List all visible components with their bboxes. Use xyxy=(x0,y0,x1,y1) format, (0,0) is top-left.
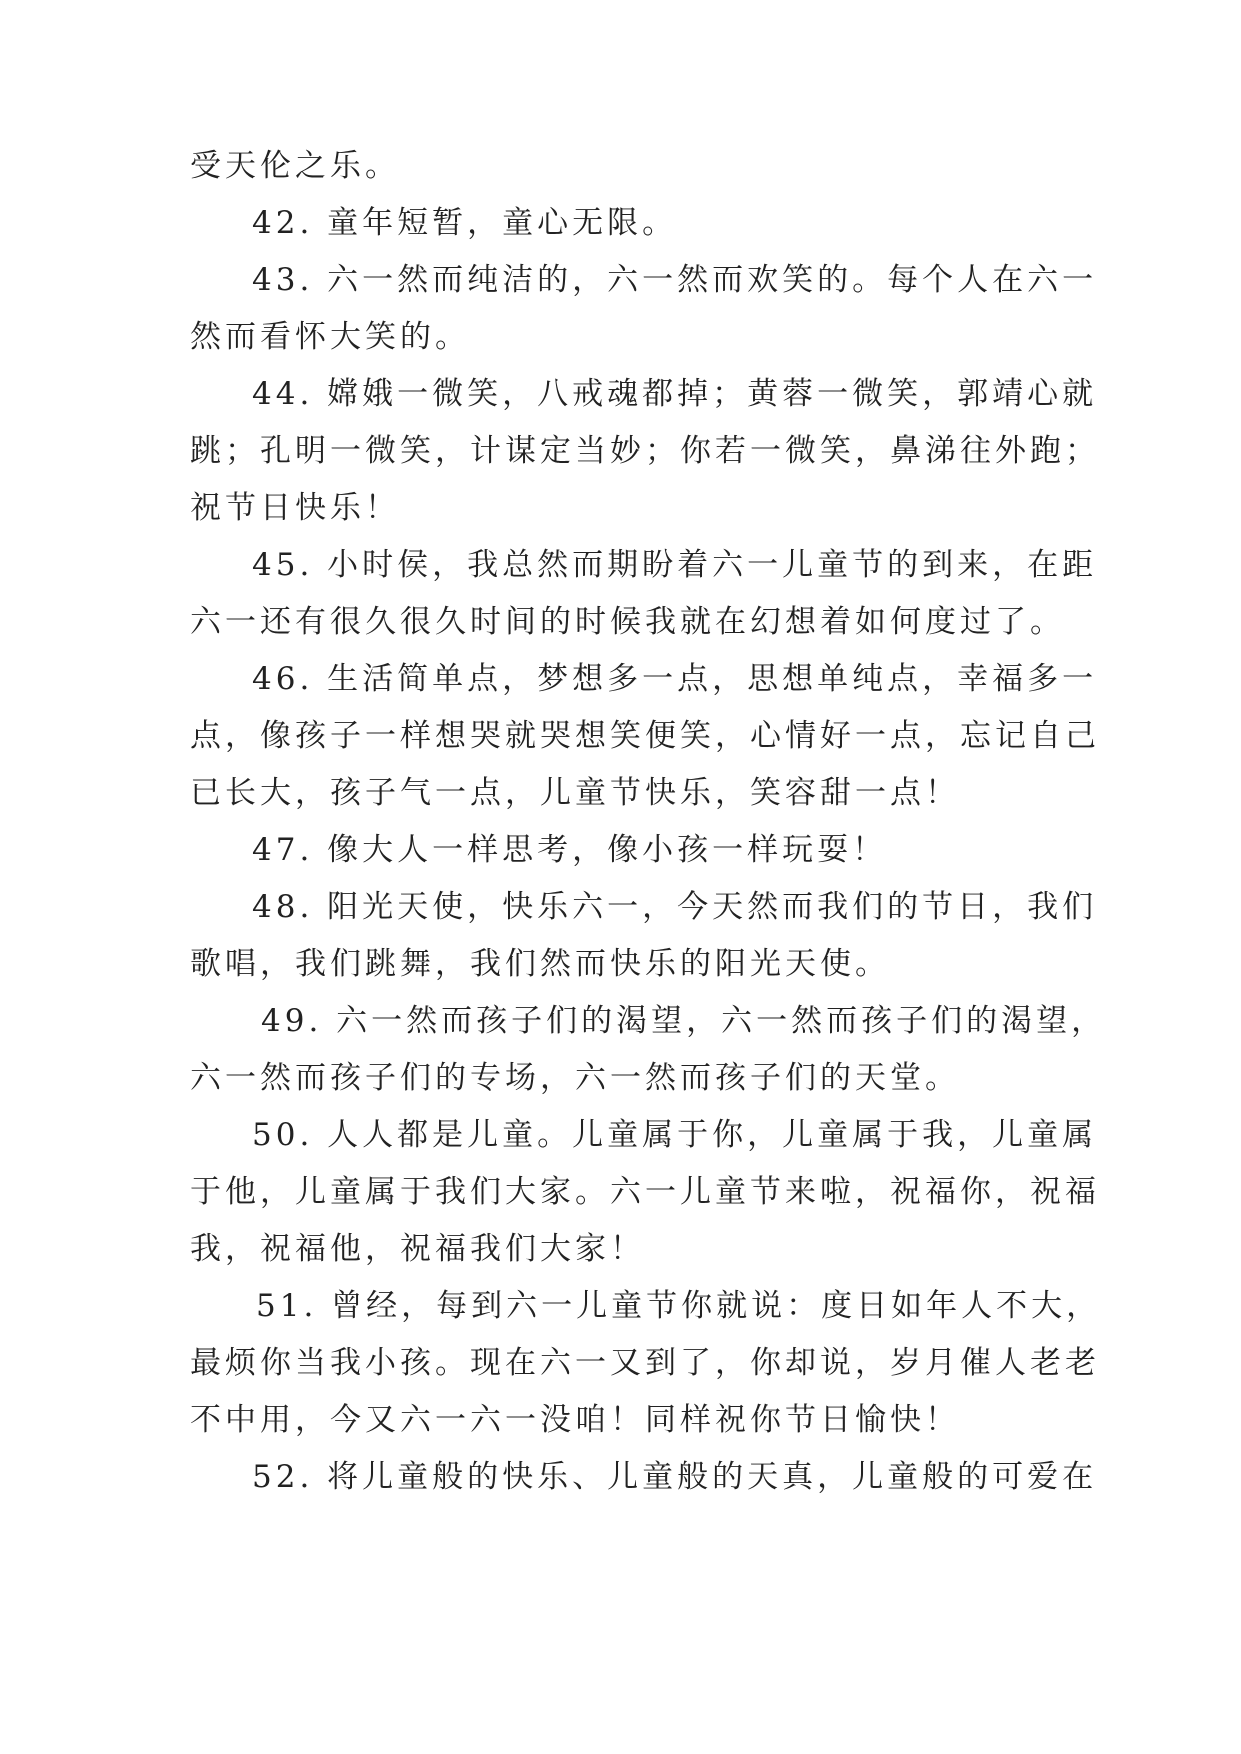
text-line: 最烦你当我小孩。现在六一又到了，你却说，岁月催人老老 xyxy=(190,1345,1100,1381)
text-line: 歌唱，我们跳舞，我们然而快乐的阳光天使。 xyxy=(190,946,890,982)
text-line: 我，祝福他，祝福我们大家！ xyxy=(190,1231,645,1267)
text-line: 48. 阳光天使，快乐六一，今天然而我们的节日，我们 xyxy=(252,889,1098,925)
text-line: 祝节日快乐！ xyxy=(190,490,400,526)
text-line: 跳；孔明一微笑，计谋定当妙；你若一微笑，鼻涕往外跑； xyxy=(190,433,1100,469)
text-line: 43. 六一然而纯洁的，六一然而欢笑的。每个人在六一 xyxy=(252,262,1098,298)
text-line: 六一还有很久很久时间的时候我就在幻想着如何度过了。 xyxy=(190,604,1065,640)
text-line: 受天伦之乐。 xyxy=(190,148,400,184)
text-line: 不中用，今又六一六一没咱！同样祝你节日愉快！ xyxy=(190,1402,960,1438)
text-line: 然而看怀大笑的。 xyxy=(190,319,470,355)
text-line: 45. 小时侯，我总然而期盼着六一儿童节的到来，在距 xyxy=(252,547,1098,583)
text-line: 点，像孩子一样想哭就哭想笑便笑，心情好一点，忘记自己 xyxy=(190,718,1100,754)
text-line: 42. 童年短暂，童心无限。 xyxy=(252,205,678,241)
text-line: 六一然而孩子们的专场，六一然而孩子们的天堂。 xyxy=(190,1060,960,1096)
text-line: 50. 人人都是儿童。儿童属于你，儿童属于我，儿童属 xyxy=(252,1117,1098,1153)
text-line: 49. 六一然而孩子们的渴望，六一然而孩子们的渴望， xyxy=(261,1003,1107,1039)
text-line: 44. 嫦娥一微笑，八戒魂都掉；黄蓉一微笑，郭靖心就 xyxy=(252,376,1098,412)
text-line: 51. 曾经，每到六一儿童节你就说：度日如年人不大， xyxy=(256,1288,1102,1324)
text-line: 52. 将儿童般的快乐、儿童般的天真，儿童般的可爱在 xyxy=(252,1459,1098,1495)
text-line: 已长大，孩子气一点，儿童节快乐，笑容甜一点！ xyxy=(190,775,960,811)
text-line: 46. 生活简单点，梦想多一点，思想单纯点，幸福多一 xyxy=(252,661,1098,697)
text-line: 于他，儿童属于我们大家。六一儿童节来啦，祝福你，祝福 xyxy=(190,1174,1100,1210)
text-line: 47. 像大人一样思考，像小孩一样玩耍！ xyxy=(252,832,888,868)
